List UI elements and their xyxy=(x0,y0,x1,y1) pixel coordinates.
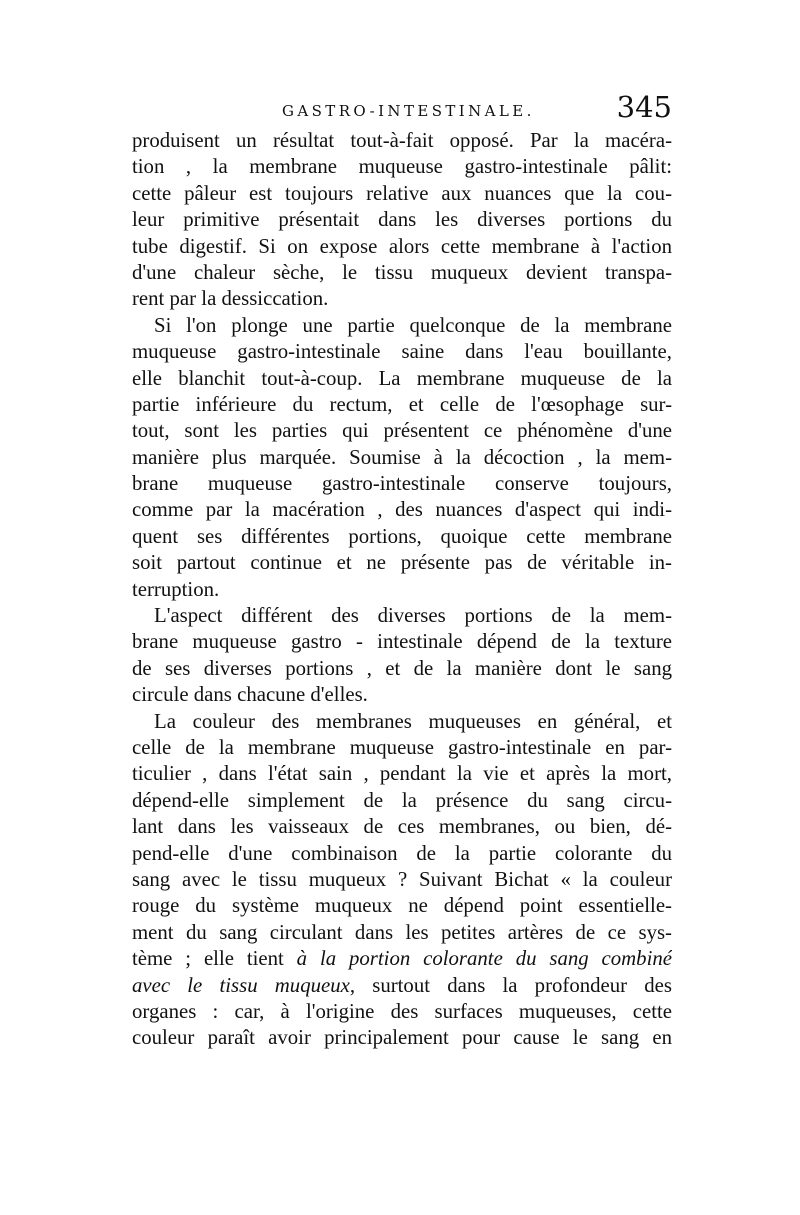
text-line: produisent un résultat tout-à-fait opposé. Par la macéra- xyxy=(132,129,672,152)
text-line: organes : car, à l'origine des surfaces muqueuses, cette xyxy=(132,999,672,1023)
paragraph-start-line: La couleur des membranes muqueuses en général, et xyxy=(154,709,672,733)
paragraph-start-line: L'aspect différent des diverses portions de la mem- xyxy=(154,604,672,628)
text-line-italic-phrase xyxy=(132,946,672,972)
text-line: sang avec le tissu muqueux ? Suivant Bichat « la couleur xyxy=(132,867,672,891)
text-line: brane muqueuse gastro-intestinale conserve toujours, xyxy=(132,472,672,496)
text-line: rent par la dessiccation. xyxy=(132,287,329,311)
running-title: GASTRO-INTESTINALE. xyxy=(282,102,535,120)
text-line: tion , la membrane muqueuse gastro-intestinale pâlit: xyxy=(132,155,672,179)
text-line: manière plus marquée. Soumise à la décoction , la mem- xyxy=(132,445,672,469)
text-line: lant dans les vaisseaux de ces membranes, ou bien, dé- xyxy=(132,815,672,839)
text-line: muqueuse gastro-intestinale saine dans l'eau bouillante, xyxy=(132,340,672,364)
page-number: 345 xyxy=(616,90,672,124)
text-line: brane muqueuse gastro - intestinale dépend de la texture xyxy=(132,630,672,654)
text-line: elle blanchit tout-à-coup. La membrane muqueuse de la xyxy=(132,366,672,390)
text-line: ticulier , dans l'état sain , pendant la vie et après la mort, xyxy=(132,762,672,786)
text-line: quent ses différentes portions, quoique cette membrane xyxy=(132,524,672,548)
text-line: tout, sont les parties qui présentent ce phénomène d'une xyxy=(132,419,672,443)
running-head xyxy=(132,92,672,126)
text-line: couleur paraît avoir principalement pour cause le sang en xyxy=(132,1026,672,1050)
text-line: cette pâleur est toujours relative aux nuances que la cou- xyxy=(132,181,672,205)
text-line: leur primitive présentait dans les diverses portions du xyxy=(132,208,672,232)
italic-quoted-text: avec le tissu muqueux xyxy=(132,973,350,997)
text-line: celle de la membrane muqueuse gastro-intestinale en par- xyxy=(132,735,672,759)
text-line: comme par la macération , des nuances d'aspect qui indi- xyxy=(132,498,672,522)
text-line: terruption. xyxy=(132,577,220,601)
text-line: pend-elle d'une combinaison de la partie colorante du xyxy=(132,841,672,865)
roman-text: tème ; elle tient xyxy=(132,947,297,971)
text-line: tube digestif. Si on expose alors cette membrane à l'action xyxy=(132,234,672,258)
paragraph-start-line: Si l'on plonge une partie quelconque de la membrane xyxy=(154,313,672,337)
roman-text: , surtout dans la profondeur des xyxy=(349,973,672,997)
text-line: soit partout continue et ne présente pas de véritable in- xyxy=(132,551,672,575)
italic-quoted-text: à la portion colorante du sang combiné xyxy=(296,947,672,971)
text-line: circule dans chacune d'elles. xyxy=(132,683,368,707)
text-line-italic-phrase xyxy=(132,973,672,999)
text-line: partie inférieure du rectum, et celle de l'œsophage sur- xyxy=(132,392,672,416)
text-line: dépend-elle simplement de la présence du sang circu- xyxy=(132,788,672,812)
text-line: d'une chaleur sèche, le tissu muqueux devient transpa- xyxy=(132,260,672,284)
body-text xyxy=(132,128,672,1052)
text-line: rouge du système muqueux ne dépend point essentielle- xyxy=(132,894,672,918)
text-line: ment du sang circulant dans les petites artères de ce sys- xyxy=(132,920,672,944)
text-line: de ses diverses portions , et de la manière dont le sang xyxy=(132,656,672,680)
